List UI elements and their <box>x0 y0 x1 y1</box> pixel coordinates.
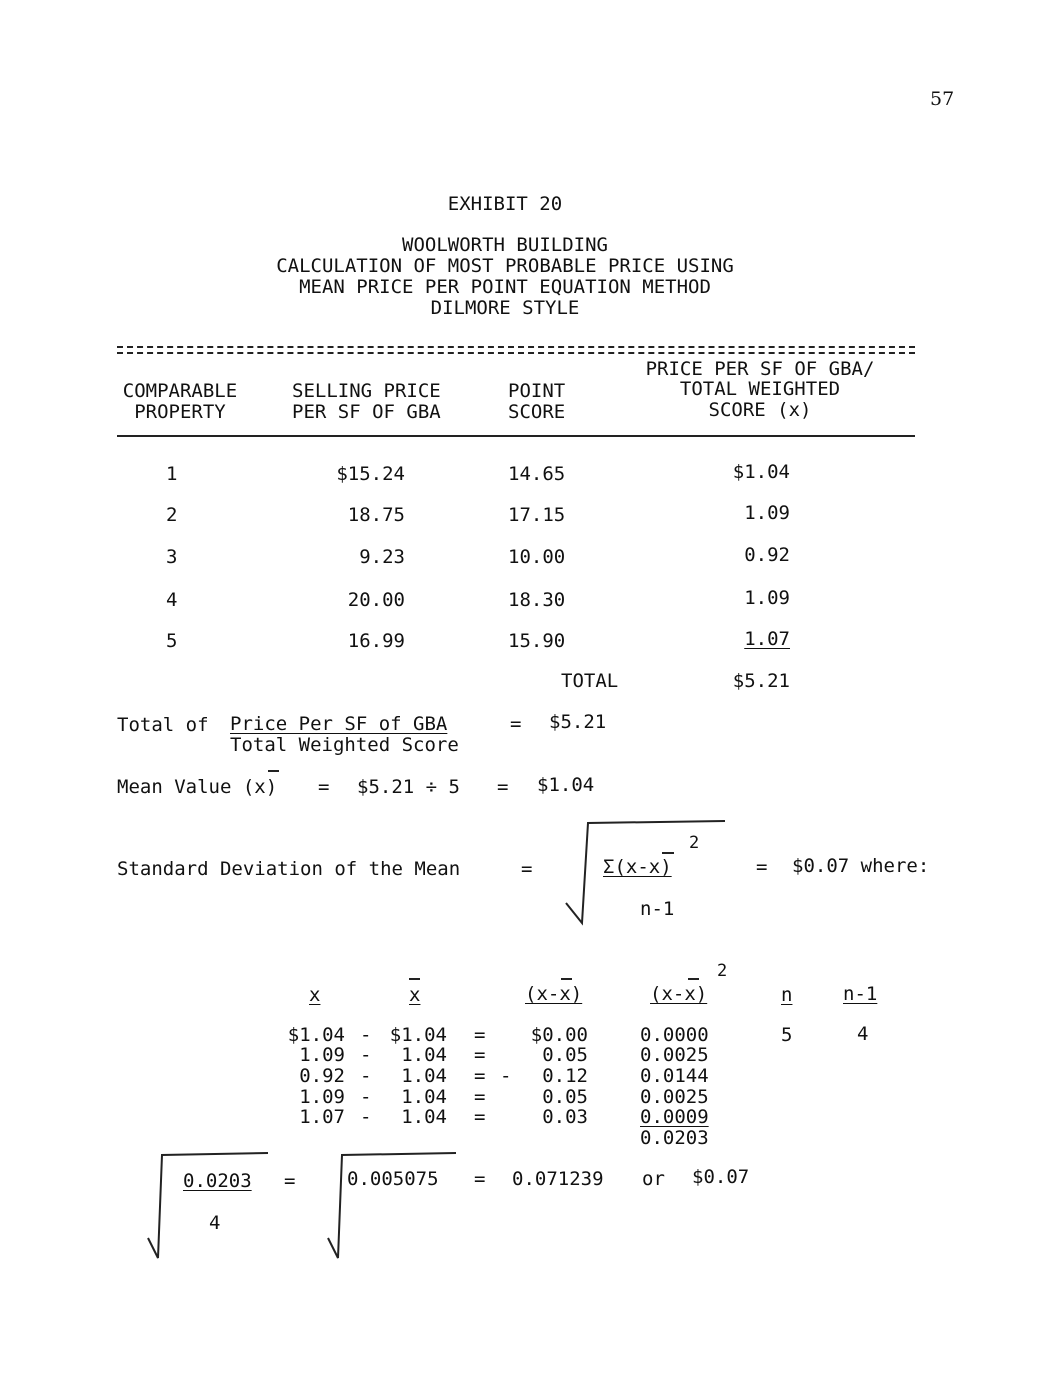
calc-eq: = <box>474 1044 486 1066</box>
cell-comparable: 1 <box>166 463 178 485</box>
calc-header-xbar: x <box>409 984 421 1006</box>
mean-value-label: Mean Value (x) <box>117 776 278 798</box>
calc-x: $1.04 <box>287 1024 345 1046</box>
cell-comparable: 3 <box>166 546 178 568</box>
calc-sq: 0.0144 <box>640 1065 709 1087</box>
header-point-1: POINT <box>508 380 566 402</box>
std-dev-eq-2: = <box>756 856 768 878</box>
final-rounded: $0.07 <box>692 1166 750 1188</box>
header-price-per-1: PRICE PER SF OF GBA/ <box>645 358 875 380</box>
header-selling-1: SELLING PRICE <box>292 380 441 402</box>
square-root-sign <box>140 1145 275 1265</box>
total-value: $5.21 <box>732 670 790 692</box>
title-line-1: WOOLWORTH BUILDING <box>402 234 608 256</box>
calc-x: 1.09 <box>299 1086 345 1108</box>
cell-price-per: 1.09 <box>744 502 790 524</box>
calc-minus: - <box>360 1106 372 1128</box>
calc-sq: 0.0025 <box>640 1044 709 1066</box>
calc-xbar: 1.04 <box>401 1065 447 1087</box>
header-price-per-2: TOTAL WEIGHTED <box>679 378 841 400</box>
calc-header-sq-exp: 2 <box>717 961 728 981</box>
cell-price-per: 1.09 <box>744 587 790 609</box>
calc-header-diff: (x-x) <box>525 983 583 1005</box>
calc-eq: = <box>474 1024 486 1046</box>
calc-eq: = <box>474 1086 486 1108</box>
calc-xbar: 1.04 <box>401 1086 447 1108</box>
cell-price-per: 1.07 <box>744 628 790 650</box>
title-line-3: MEAN PRICE PER POINT EQUATION METHOD <box>299 276 711 298</box>
final-denominator: 4 <box>209 1212 221 1234</box>
mean-eq-2: = <box>497 776 509 798</box>
double-rule <box>117 346 915 354</box>
calc-sign: - <box>500 1065 512 1087</box>
std-dev-denominator: n-1 <box>640 898 675 920</box>
cell-selling: 9.23 <box>359 546 405 568</box>
calc-sq: 0.0009 <box>640 1106 709 1128</box>
calc-sq: 0.0000 <box>640 1024 709 1046</box>
cell-point: 17.15 <box>508 504 566 526</box>
calc-diff: 0.12 <box>542 1065 588 1087</box>
total-of-equals: = <box>510 713 522 735</box>
std-dev-numerator: Σ(x-x) <box>603 856 672 878</box>
cell-comparable: 2 <box>166 504 178 526</box>
title-line-2: CALCULATION OF MOST PROBABLE PRICE USING <box>276 255 734 277</box>
final-eq-1: = <box>284 1170 296 1192</box>
calc-x: 0.92 <box>299 1065 345 1087</box>
final-numerator: 0.0203 <box>183 1170 252 1192</box>
final-root-value: 0.005075 <box>347 1168 439 1190</box>
total-of-denominator: Total Weighted Score <box>230 734 459 756</box>
calc-header-x: x <box>309 984 321 1006</box>
square-root-sign <box>322 1145 462 1265</box>
sq-overline <box>688 978 699 980</box>
total-of-value: $5.21 <box>549 711 607 733</box>
cell-comparable: 4 <box>166 589 178 611</box>
total-label: TOTAL <box>561 670 619 692</box>
page-number: 57 <box>930 88 955 110</box>
calc-sum: 0.0203 <box>640 1127 709 1149</box>
std-dev-overline <box>662 852 674 854</box>
calc-sq: 0.0025 <box>640 1086 709 1108</box>
calc-minus: - <box>360 1065 372 1087</box>
cell-price-per: 0.92 <box>744 544 790 566</box>
calc-header-n: n <box>781 984 793 1006</box>
header-rule <box>117 435 915 437</box>
header-price-per-3: SCORE (x) <box>708 399 812 421</box>
cell-selling: $15.24 <box>336 463 405 485</box>
mean-expr: $5.21 ÷ 5 <box>357 776 460 798</box>
calc-header-n1: n-1 <box>843 983 878 1005</box>
calc-n1: 4 <box>857 1023 869 1045</box>
mean-eq-1: = <box>318 776 330 798</box>
title-line-4: DILMORE STYLE <box>430 297 580 319</box>
header-point-2: SCORE <box>508 401 566 423</box>
calc-diff: 0.03 <box>542 1106 588 1128</box>
calc-eq: = <box>474 1065 486 1087</box>
calc-x: 1.09 <box>299 1044 345 1066</box>
cell-selling: 16.99 <box>347 630 405 652</box>
std-dev-label: Standard Deviation of the Mean <box>117 858 461 880</box>
cell-price-per: $1.04 <box>732 461 790 483</box>
cell-point: 18.30 <box>508 589 566 611</box>
xbar-overline <box>409 978 420 980</box>
calc-diff: $0.00 <box>530 1024 588 1046</box>
calc-eq: = <box>474 1106 486 1128</box>
header-comparable-1: COMPARABLE <box>122 380 238 402</box>
mean-value: $1.04 <box>537 774 595 796</box>
calc-xbar: 1.04 <box>401 1044 447 1066</box>
calc-xbar: $1.04 <box>389 1024 447 1046</box>
std-dev-eq: = <box>521 858 533 880</box>
calc-minus: - <box>360 1086 372 1108</box>
total-of-label: Total of <box>117 714 209 736</box>
total-of-numerator: Price Per SF of GBA <box>230 713 448 735</box>
calc-n: 5 <box>781 1024 793 1046</box>
cell-comparable: 5 <box>166 630 178 652</box>
calc-minus: - <box>360 1024 372 1046</box>
calc-xbar: 1.04 <box>401 1106 447 1128</box>
final-or: or <box>642 1168 665 1190</box>
calc-diff: 0.05 <box>542 1044 588 1066</box>
cell-point: 15.90 <box>508 630 566 652</box>
header-comparable-2: PROPERTY <box>134 401 226 423</box>
cell-selling: 18.75 <box>347 504 405 526</box>
exhibit-title: EXHIBIT 20 <box>447 193 563 215</box>
final-eq-2: = <box>474 1168 486 1190</box>
diff-overline <box>561 978 572 980</box>
cell-selling: 20.00 <box>347 589 405 611</box>
std-dev-exponent: 2 <box>689 833 700 853</box>
cell-point: 10.00 <box>508 546 566 568</box>
calc-diff: 0.05 <box>542 1086 588 1108</box>
cell-point: 14.65 <box>508 463 566 485</box>
calc-header-sq: (x-x) <box>650 983 708 1005</box>
final-result: 0.071239 <box>512 1168 604 1190</box>
mean-overline <box>268 770 279 772</box>
calc-x: 1.07 <box>299 1106 345 1128</box>
calc-minus: - <box>360 1044 372 1066</box>
std-dev-result: $0.07 where: <box>792 855 930 877</box>
header-selling-2: PER SF OF GBA <box>292 401 441 423</box>
